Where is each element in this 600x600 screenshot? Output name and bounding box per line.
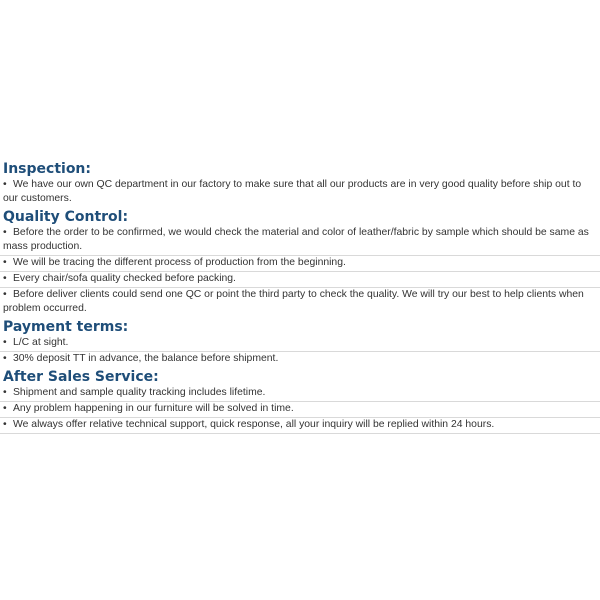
bullet-icon: •: [3, 227, 7, 238]
list-item-text: L/C at sight.: [13, 337, 69, 348]
section-heading: Quality Control:: [3, 209, 129, 225]
bullet-icon: •: [3, 179, 7, 190]
list-item: [0, 418, 600, 434]
section-quality-control: [0, 209, 600, 317]
section-payment-terms: [0, 319, 600, 367]
bullet-icon: •: [3, 353, 7, 364]
list-item-text: Every chair/sofa quality checked before packing.: [13, 273, 236, 284]
bullet-icon: •: [3, 257, 7, 268]
list-item-text: Before deliver clients could send one QC or point the third party to check the quality. We will try our best to help clients when problem occurred.: [3, 289, 584, 314]
list-item: [0, 226, 600, 256]
list-item-text: Before the order to be confirmed, we would check the material and color of leather/fabric by sample which should be same as mass production.: [3, 227, 589, 252]
bullet-icon: •: [3, 273, 7, 284]
list-item: [0, 288, 600, 317]
section-heading: Inspection:: [3, 161, 91, 177]
bullet-icon: •: [3, 289, 7, 300]
bullet-icon: •: [3, 337, 7, 348]
list-item-text: Shipment and sample quality tracking includes lifetime.: [13, 387, 266, 398]
list-item: [0, 256, 600, 272]
list-item: [0, 178, 600, 207]
list-item-text: Any problem happening in our furniture will be solved in time.: [13, 403, 294, 414]
bullet-icon: •: [3, 387, 7, 398]
list-item: [0, 402, 600, 418]
list-item-text: 30% deposit TT in advance, the balance before shipment.: [13, 353, 279, 364]
bullet-icon: •: [3, 403, 7, 414]
list-item: [0, 352, 600, 367]
bullet-icon: •: [3, 419, 7, 430]
list-item-text: We will be tracing the different process of production from the beginning.: [13, 257, 346, 268]
list-item: [0, 272, 600, 288]
list-item-text: We have our own QC department in our factory to make sure that all our products are in very good quality before ship out to our customers.: [3, 179, 582, 204]
list-item: [0, 336, 600, 352]
section-heading: Payment terms:: [3, 319, 129, 335]
product-info-list: [0, 159, 600, 434]
section-after-sales-service: [0, 369, 600, 434]
section-heading: After Sales Service:: [3, 369, 159, 385]
list-item-text: We always offer relative technical support, quick response, all your inquiry will be replied within 24 hours.: [13, 419, 495, 430]
list-item: [0, 386, 600, 402]
section-inspection: [0, 161, 600, 207]
